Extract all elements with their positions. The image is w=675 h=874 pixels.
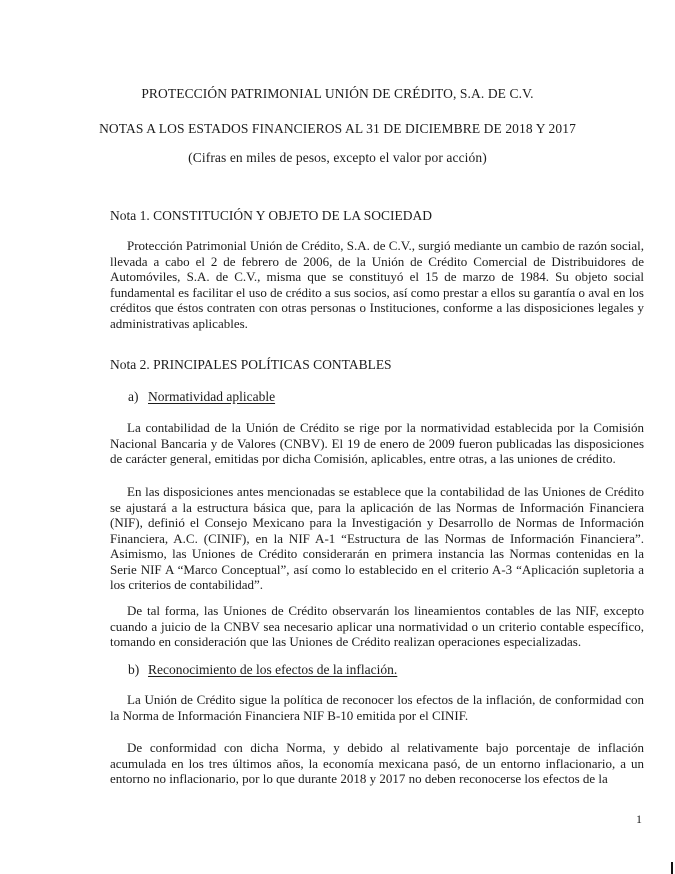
section-b-letter: b) bbox=[128, 662, 140, 677]
section-a-title: Normatividad aplicable bbox=[148, 389, 276, 404]
nota-2-heading: Nota 2. PRINCIPALES POLÍTICAS CONTABLES bbox=[110, 357, 392, 372]
section-b-paragraph-2: De conformidad con dicha Norma, y debido al relativamente bajo porcentaje de inflación acumulada en los tres últimos años, la economía mexicana pasó, de un entorno inflacionario, a un entorno no inflacionario, por lo que durante 2018 y 2017 no deben reconocerse los efectos de la bbox=[110, 740, 644, 786]
section-a-paragraph-3: De tal forma, las Uniones de Crédito observarán los lineamientos contables de las NIF, excepto cuando a juicio de la CNBV sea necesario aplicar una normatividad o un criterio contable específico, tomando en consideración que las Uniones de Crédito realizan operaciones especializadas. bbox=[110, 603, 644, 649]
nota-1-heading: Nota 1. CONSTITUCIÓN Y OBJETO DE LA SOCIEDAD bbox=[110, 208, 432, 223]
section-a-letter: a) bbox=[128, 389, 139, 404]
section-a-paragraph-2: En las disposiciones antes mencionadas se establece que la contabilidad de las Uniones de Crédito se ajustará a la estructura básica que, para la aplicación de las Normas de Información Financiera (NIF), definió el Consejo Mexicano para la Investigación y Desarrollo de Normas de Información Financiera, A.C. (CINIF), en la NIF A-1 “Estructura de las Normas de Información Financiera”. Asimismo, las Uniones de Crédito considerarán en primera instancia las Normas contenidas en la Serie NIF A “Marco Conceptual”, así como lo establecido en el criterio A-3 “Aplicación supletoria a los criterios de contabilidad”. bbox=[110, 484, 644, 592]
document-subtitle: NOTAS A LOS ESTADOS FINANCIEROS AL 31 DE DICIEMBRE DE 2018 Y 2017 bbox=[99, 121, 576, 136]
company-title: PROTECCIÓN PATRIMONIAL UNIÓN DE CRÉDITO, S.A. DE C.V. bbox=[141, 86, 534, 101]
nota-1-paragraph: Protección Patrimonial Unión de Crédito, S.A. de C.V., surgió mediante un cambio de razón social, llevada a cabo el 2 de febrero de 2006, de la Unión de Crédito Comercial de Distribuidores de Automóviles, S.A. de C.V., misma que se constituyó el 15 de marzo de 1984. Su objeto social fundamental es facilitar el uso de crédito a sus socios, así como prestar a ellos su garantía o aval en los créditos que éstos contraten con otras personas o Instituciones, conforme a las disposiciones legales y administrativas aplicables. bbox=[110, 238, 644, 331]
page-number: 1 bbox=[636, 812, 642, 826]
section-b-paragraph-1: La Unión de Crédito sigue la política de reconocer los efectos de la inflación, de conformidad con la Norma de Información Financiera NIF B-10 emitida por el CINIF. bbox=[110, 692, 644, 723]
section-a-heading bbox=[128, 389, 275, 405]
section-b-heading bbox=[128, 662, 397, 678]
figures-note: (Cifras en miles de pesos, excepto el valor por acción) bbox=[188, 150, 487, 165]
section-a-paragraph-1: La contabilidad de la Unión de Crédito se rige por la normatividad establecida por la Comisión Nacional Bancaria y de Valores (CNBV). El 19 de enero de 2009 fueron publicadas las disposiciones de carácter general, emitidas por dicha Comisión, aplicables, entre otras, a las uniones de crédito. bbox=[110, 420, 644, 466]
section-b-title: Reconocimiento de los efectos de la inflación. bbox=[148, 662, 398, 677]
scan-edge-mark bbox=[671, 862, 673, 874]
